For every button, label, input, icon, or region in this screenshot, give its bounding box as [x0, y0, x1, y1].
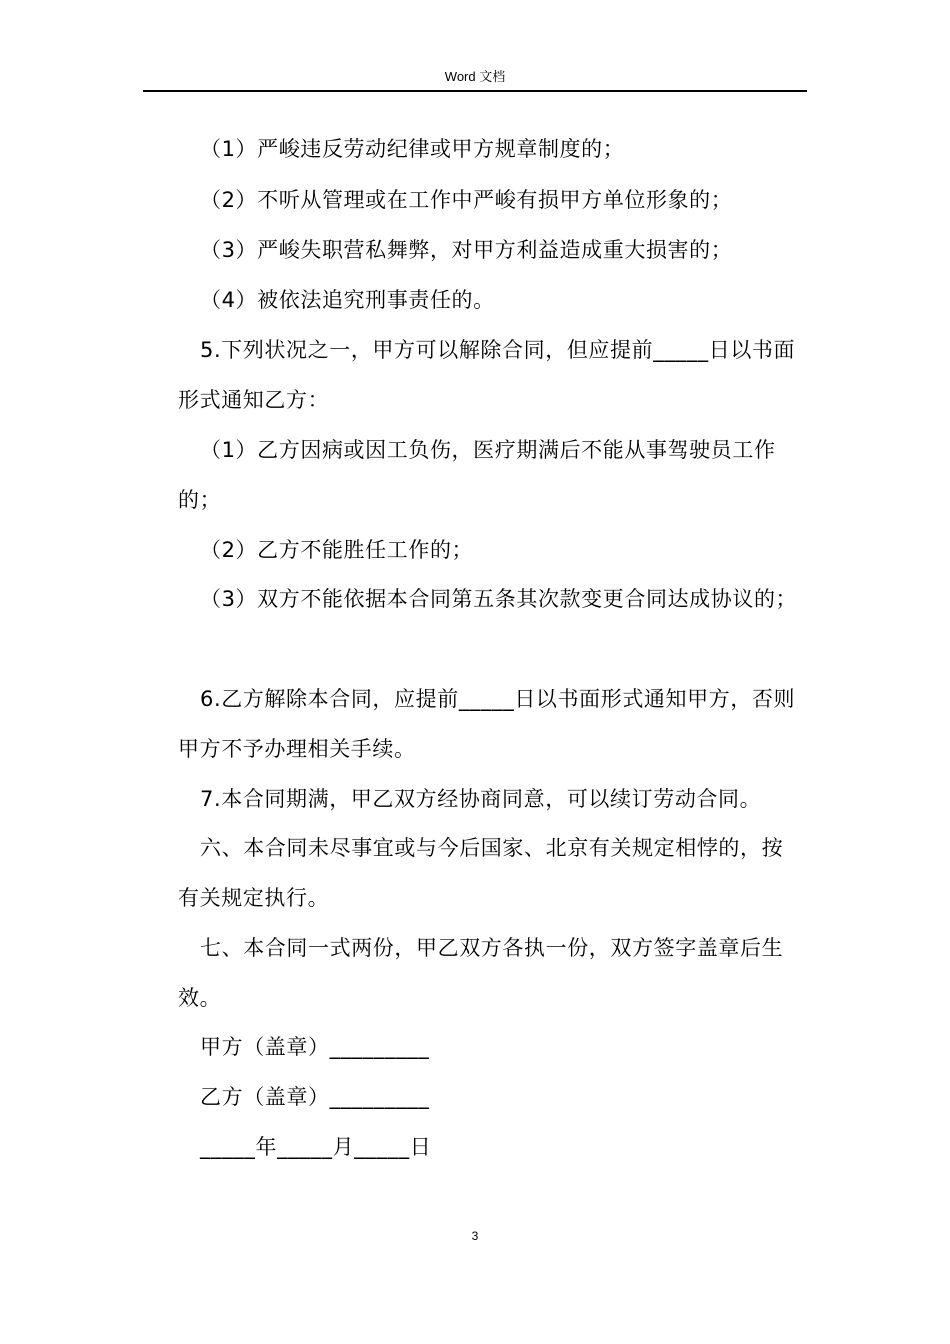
page-number: 3: [471, 1229, 479, 1243]
clause-line: 形式通知乙方：: [178, 388, 330, 412]
clause-line: 有关规定执行。: [178, 886, 330, 910]
date-line: _____年_____月_____日: [200, 1135, 432, 1159]
clause-line: 六、本合同未尽事宜或与今后国家、北京有关规定相悖的，按: [200, 836, 784, 860]
party-a-signature-line: 甲方（盖章）_________: [200, 1035, 430, 1059]
party-b-signature-line: 乙方（盖章）_________: [200, 1085, 430, 1109]
clause-line: （2）乙方不能胜任工作的；: [200, 538, 474, 562]
clause-line: 甲方不予办理相关手续。: [178, 737, 416, 761]
clause-line: （3）双方不能依据本合同第五条其次款变更合同达成协议的；: [200, 587, 798, 611]
clause-line: （2）不听从管理或在工作中严峻有损甲方单位形象的；: [200, 188, 733, 212]
clause-line: （4）被依法追究刑事责任的。: [200, 288, 495, 312]
clause-line: 七、本合同一式两份，甲乙双方各执一份，双方签字盖章后生: [200, 936, 784, 960]
clause-line: 5.下列状况之一，甲方可以解除合同，但应提前_____日以书面: [200, 338, 796, 362]
clause-line: （1）乙方因病或因工负伤，医疗期满后不能从事驾驶员工作: [200, 438, 776, 462]
clause-line: 的；: [178, 488, 222, 512]
clause-line: （1）严峻违反劳动纪律或甲方规章制度的；: [200, 137, 625, 161]
clause-line: 7.本合同期满，甲乙双方经协商同意，可以续订劳动合同。: [200, 787, 762, 811]
document-header: Word 文档: [143, 64, 807, 92]
clause-line: （3）严峻失职营私舞弊，对甲方利益造成重大损害的；: [200, 238, 733, 262]
clause-line: 效。: [178, 986, 222, 1010]
clause-line: 6.乙方解除本合同，应提前_____日以书面形式通知甲方，否则: [200, 687, 796, 711]
